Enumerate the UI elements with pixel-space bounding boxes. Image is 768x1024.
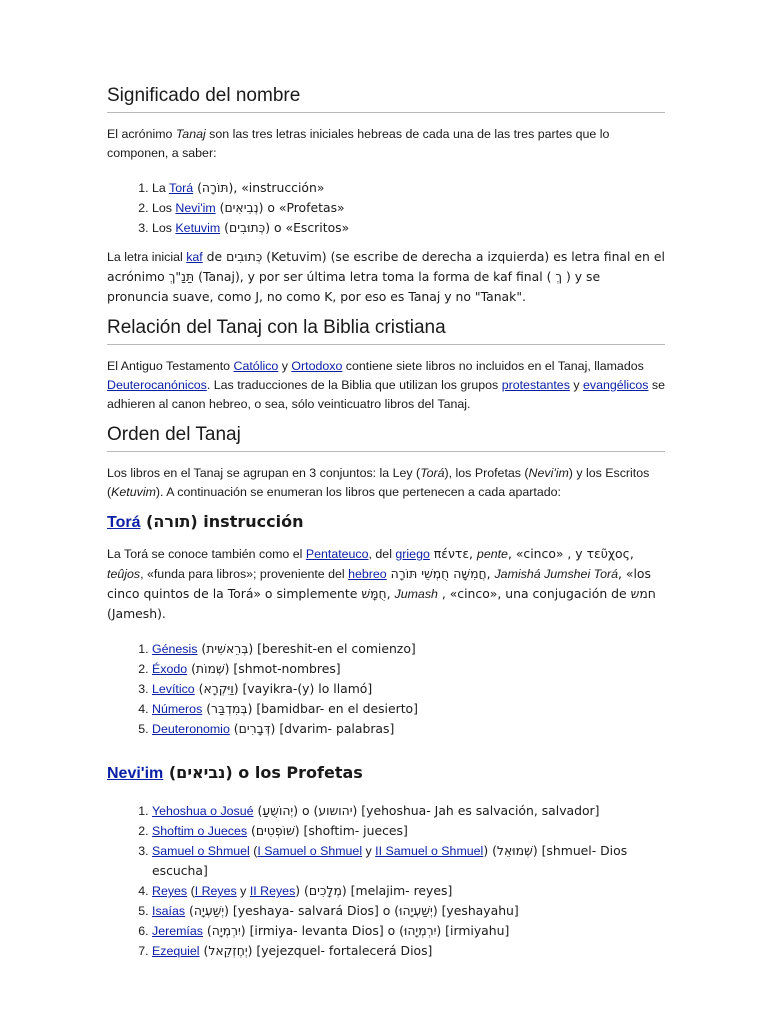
text: ) y los Escritos ( xyxy=(107,466,650,499)
section-heading-orden: Orden del Tanaj xyxy=(107,423,665,452)
term-tanaj: Tanaj xyxy=(175,127,206,141)
text: (יִרְמְיָה) [irmiya- levanta Dios] o (יִרְמְיָהוּ) [irmiyahu] xyxy=(202,923,510,938)
text: ) (שְׁמוּאֵל) [shmuel- Dios escucha] xyxy=(152,843,628,878)
text: y xyxy=(362,844,376,858)
link-neviim-heading[interactable]: Nevi'im xyxy=(107,765,164,782)
term: Jamishá Jumshei Torá xyxy=(494,567,618,581)
subheading-tora xyxy=(107,511,665,534)
text: y xyxy=(236,884,250,898)
text: , «cinco» , y τεῦχος, xyxy=(507,546,634,561)
text: y xyxy=(278,359,292,373)
text: (כְּתוּבִים) o «Escritos» xyxy=(220,220,350,235)
term: teûjos xyxy=(107,567,141,581)
text: (תּוֹרָה), «instrucción» xyxy=(193,180,325,195)
term: Ketuvim xyxy=(111,485,156,499)
text: (וַיִּקְרָא) [vayikra-(y) lo llamó] xyxy=(194,681,373,696)
text: Los libros en el Tanaj se agrupan en 3 conjuntos: la Ley ( xyxy=(107,466,421,480)
text: , «cinco», una conjugación de חמש (Jamesh). xyxy=(107,586,656,621)
list-item xyxy=(152,901,665,921)
list-item xyxy=(152,801,665,821)
link-ezequiel[interactable]: Ezequiel xyxy=(152,944,200,958)
link-jeremias[interactable]: Jeremías xyxy=(152,924,203,938)
section-heading-significado: Significado del nombre xyxy=(107,84,665,113)
text: πέντε, xyxy=(429,546,477,561)
text: La letra inicial xyxy=(107,250,187,264)
text: (בְּמִדְבַּר) [bamidbar- en el desierto] xyxy=(202,701,418,716)
text: (שׁוֹפְטִים) [shoftim- jueces] xyxy=(247,823,408,838)
text: son las tres letras iniciales hebreas de cada una de las tres partes que lo componen, a saber: xyxy=(107,127,610,160)
link-isaias[interactable]: Isaías xyxy=(152,904,186,918)
link-exodo[interactable]: Éxodo xyxy=(152,662,188,676)
link-pentateuco[interactable]: Pentateuco xyxy=(305,547,369,561)
list-item xyxy=(152,198,665,218)
list-partes xyxy=(107,178,665,238)
list-item xyxy=(152,218,665,238)
text: Los xyxy=(152,201,176,215)
term: Nevi'im xyxy=(528,466,569,480)
list-item xyxy=(152,921,665,941)
paragraph-kaf xyxy=(107,247,665,307)
link-neviim[interactable]: Nevi'im xyxy=(175,201,216,215)
link-deuteronomio[interactable]: Deuteronomio xyxy=(152,722,230,736)
text: ) (מְלָכִים) [melajim- reyes] xyxy=(295,883,453,898)
text: (דְּבָרִים) [dvarim- palabras] xyxy=(229,721,395,736)
text: ), los Profetas ( xyxy=(444,466,529,480)
link-deuterocanonicos[interactable]: Deuterocanónicos xyxy=(107,378,207,392)
link-ii-samuel[interactable]: II Samuel o Shmuel xyxy=(375,844,484,858)
link-hebreo[interactable]: hebreo xyxy=(348,567,387,581)
text: (תורה) instrucción xyxy=(140,512,304,531)
list-item xyxy=(152,639,665,659)
text: de כְּתוּבִים (Ketuvim) (se escribe de derecha a izquierda) es letra final en el acrónimo תַּנַ"ךְ (Tanaj), y por ser última letra toma la forma de kaf final ( ךְ ) y se pronuncia suave, como J, no como K, por eso es Tanaj y no "Tanak". xyxy=(107,249,665,304)
list-libros-tora xyxy=(107,639,665,739)
list-item xyxy=(152,679,665,699)
link-ortodoxo[interactable]: Ortodoxo xyxy=(291,359,343,373)
link-i-samuel[interactable]: I Samuel o Shmuel xyxy=(257,844,363,858)
text: El Antiguo Testamento xyxy=(107,359,234,373)
list-item xyxy=(152,821,665,841)
text: (יְהוֹשֻעַ) o (יהושוע) [yehoshua- Jah es salvación, salvador] xyxy=(253,803,600,818)
section-heading-relacion: Relación del Tanaj con la Biblia cristiana xyxy=(107,316,665,345)
text: . Las traducciones de la Biblia que utilizan los grupos xyxy=(206,378,502,392)
text: (בְּרֵאשִׁית) [bereshit-en el comienzo] xyxy=(197,641,416,656)
term: Torá xyxy=(420,466,445,480)
text: ( xyxy=(187,884,195,898)
text: La xyxy=(152,181,170,195)
subheading-neviim xyxy=(107,762,665,785)
link-yehoshua[interactable]: Yehoshua o Josué xyxy=(152,804,254,818)
text: , del xyxy=(368,547,396,561)
link-tora-heading[interactable]: Torá xyxy=(107,514,141,531)
paragraph-acronimo xyxy=(107,125,665,163)
link-levitico[interactable]: Levítico xyxy=(152,682,195,696)
text: contiene siete libros no incluidos en el Tanaj, llamados xyxy=(342,359,644,373)
term: Jumash xyxy=(394,587,438,601)
list-item xyxy=(152,841,665,881)
link-catolico[interactable]: Católico xyxy=(233,359,279,373)
link-griego[interactable]: griego xyxy=(395,547,430,561)
article xyxy=(107,84,665,970)
link-genesis[interactable]: Génesis xyxy=(152,642,198,656)
list-item xyxy=(152,699,665,719)
term: pente xyxy=(476,547,508,561)
text: , «los cinco quintos de la Torá» o simplemente חֻמָּשׁ, xyxy=(107,566,651,601)
list-libros-neviim xyxy=(107,801,665,961)
list-item xyxy=(152,659,665,679)
link-ketuvim[interactable]: Ketuvim xyxy=(175,221,221,235)
text: , «funda para libros»; proveniente del xyxy=(140,567,349,581)
link-samuel[interactable]: Samuel o Shmuel xyxy=(152,844,250,858)
link-numeros[interactable]: Números xyxy=(152,702,203,716)
link-protestantes[interactable]: protestantes xyxy=(501,378,570,392)
text: (נְבִיאִים) o «Profetas» xyxy=(215,200,345,215)
link-shoftim[interactable]: Shoftim o Jueces xyxy=(152,824,248,838)
text: y xyxy=(569,378,583,392)
text: Los xyxy=(152,221,176,235)
paragraph-relacion xyxy=(107,357,665,414)
link-i-reyes[interactable]: I Reyes xyxy=(194,884,237,898)
text: (יְשַׁעְיָה) [yeshaya- salvará Dios] o (יְשַׁעְיָהוּ) [yeshayahu] xyxy=(185,903,519,918)
paragraph-tora xyxy=(107,544,665,624)
link-kaf[interactable]: kaf xyxy=(186,250,203,264)
text: חֲמִשָּׁה חֻמְשֵׁי תּוֹרָה, xyxy=(386,566,495,581)
link-ii-reyes[interactable]: II Reyes xyxy=(249,884,296,898)
text: La Torá se conoce también como el xyxy=(107,547,306,561)
text: (שְׁמוֹת) [shmot-nombres] xyxy=(187,661,341,676)
text: (יְחֶזְקֵאל) [yejezquel- fortalecerá Dios] xyxy=(199,943,433,958)
paragraph-orden xyxy=(107,464,665,502)
list-item xyxy=(152,178,665,198)
text: ( xyxy=(249,844,258,858)
text: El acrónimo xyxy=(107,127,176,141)
text: se adhieren al canon hebreo, o sea, sólo veinticuatro libros del Tanaj. xyxy=(107,378,665,411)
link-evangelicos[interactable]: evangélicos xyxy=(583,378,649,392)
list-item xyxy=(152,881,665,901)
text: (נביאים) o los Profetas xyxy=(163,763,363,782)
text: ). A continuación se enumeran los libros que pertenecen a cada apartado: xyxy=(155,485,561,499)
list-item xyxy=(152,719,665,739)
link-tora[interactable]: Torá xyxy=(169,181,194,195)
link-reyes[interactable]: Reyes xyxy=(152,884,188,898)
list-item xyxy=(152,941,665,961)
